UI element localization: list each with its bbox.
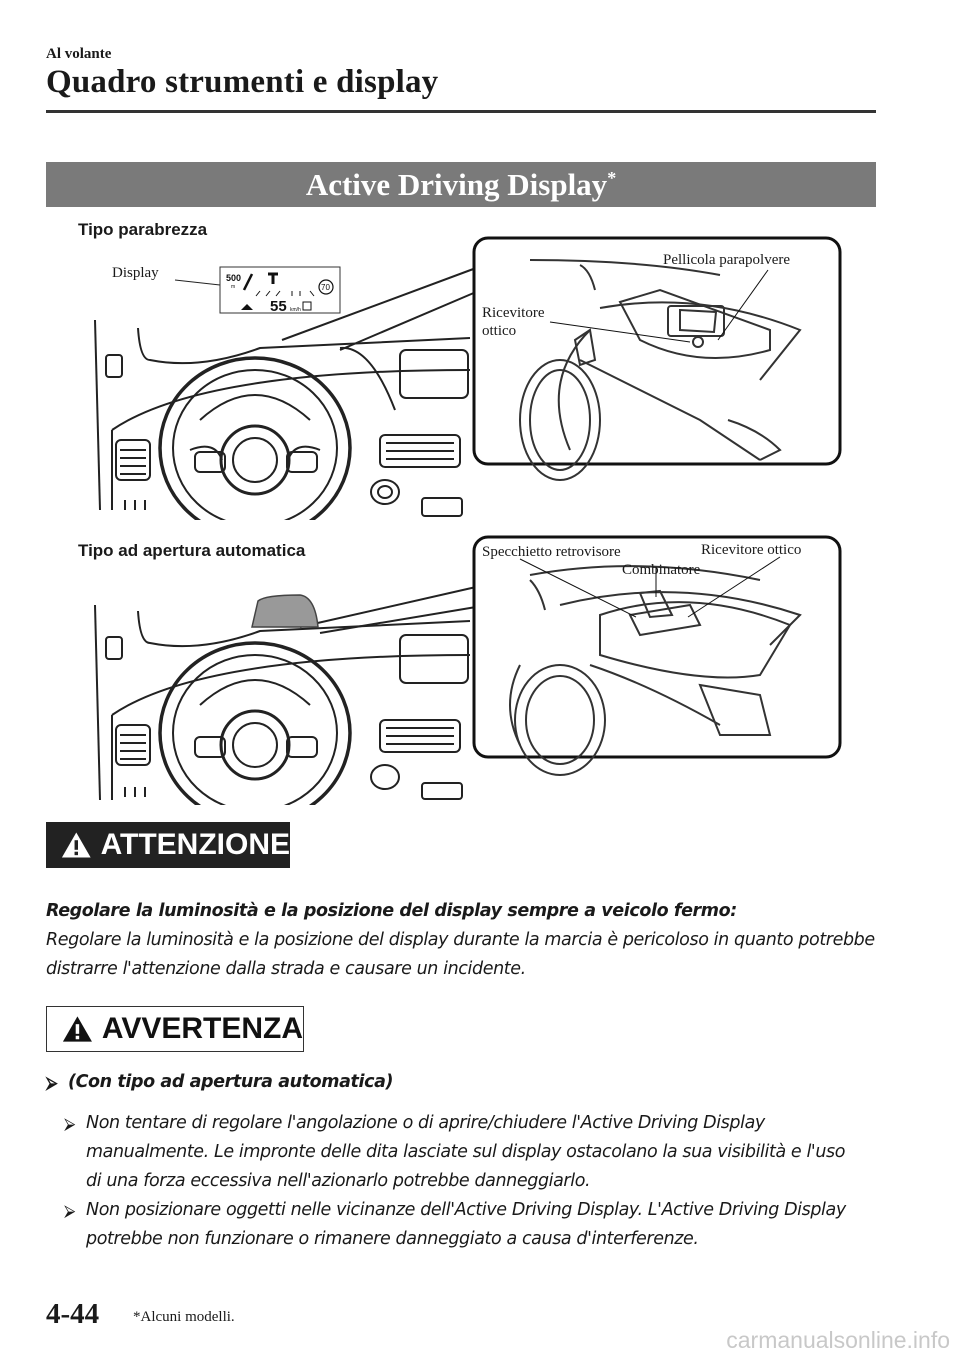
notice-label-box (46, 1006, 304, 1052)
hud-display (175, 267, 340, 315)
caution-heading: Regolare la luminosità e la posizione del display sempre a veicolo fermo: (46, 901, 737, 921)
notice-item (64, 1196, 856, 1254)
arrow-bullet-icon: ⮚ (64, 1201, 75, 1220)
notice-group-title (46, 1068, 868, 1097)
notice-item-text: Non posizionare oggetti nelle vicinanze dell'Active Driving Display. L'Active Driving Display potrebbe non funzionare o rimanere danneggiato a causa d'interferenze. (86, 1200, 846, 1249)
label-optical-receiver: Ricevitore ottico (701, 542, 802, 558)
figure-1-title: Tipo parabrezza (78, 220, 208, 239)
caution-label-box (46, 822, 290, 868)
warning-triangle-icon (61, 1014, 94, 1044)
figure-2-illustration (0, 535, 960, 805)
figure-1-illustration (0, 230, 960, 520)
hud-distance: 500 (226, 273, 242, 283)
footnote: *Alcuni modelli. (133, 1309, 235, 1325)
notice-item (64, 1109, 856, 1196)
section-banner (46, 162, 876, 207)
warning-triangle-icon (60, 830, 93, 860)
label-display: Display (112, 265, 159, 281)
label-dust-film: Pellicola parapolvere (663, 252, 791, 268)
caution-body: Regolare la luminosità e la posizione del display durante la marcia è pericoloso in quanto potrebbe distrarre l'attenzione dalla strada e causare un incidente. (46, 930, 875, 979)
breadcrumb: Al volante (46, 46, 112, 62)
notice-item-text: Non tentare di regolare l'angolazione o di aprire/chiudere l'Active Driving Display manualmente. Le impronte delle dita lasciate sul display ostacolano la sua visibilità e l'uso di una forza eccessiva nell'azionarlo potrebbe danneggiarlo. (86, 1113, 846, 1191)
caution-label: ATTENZIONE (100, 828, 290, 861)
label-combiner: Combinatore (622, 562, 701, 578)
figure-2-inset (474, 537, 840, 775)
page-title: Quadro strumenti e display (46, 64, 439, 100)
notice-group-title-text: (Con tipo ad apertura automatica) (68, 1072, 394, 1092)
hud-speed: 55 (270, 298, 287, 315)
figure-1-inset (474, 238, 840, 480)
arrow-bullet-icon: ⮚ (64, 1114, 75, 1133)
notice-label: AVVERTENZA (101, 1012, 303, 1045)
label-optical-receiver-line2: ottico (482, 323, 517, 339)
hud-speed-limit: 70 (321, 283, 330, 292)
combiner-shape (252, 595, 318, 627)
hud-unit-m: m (231, 284, 236, 290)
label-optical-receiver-line1: Ricevitore (482, 305, 545, 321)
hud-unit-kmh: km/h (290, 307, 301, 313)
page-number: 4-44 (46, 1298, 100, 1330)
label-rearview-mirror: Specchietto retrovisore (482, 544, 621, 560)
watermark: carmanualsonline.info (726, 1327, 950, 1353)
figure-2-title: Tipo ad apertura automatica (78, 541, 306, 560)
title-rule (46, 110, 876, 113)
section-title: Active Driving Display (305, 167, 608, 202)
section-asterisk: * (607, 168, 617, 188)
arrow-bullet-icon: ⮚ (46, 1073, 57, 1092)
